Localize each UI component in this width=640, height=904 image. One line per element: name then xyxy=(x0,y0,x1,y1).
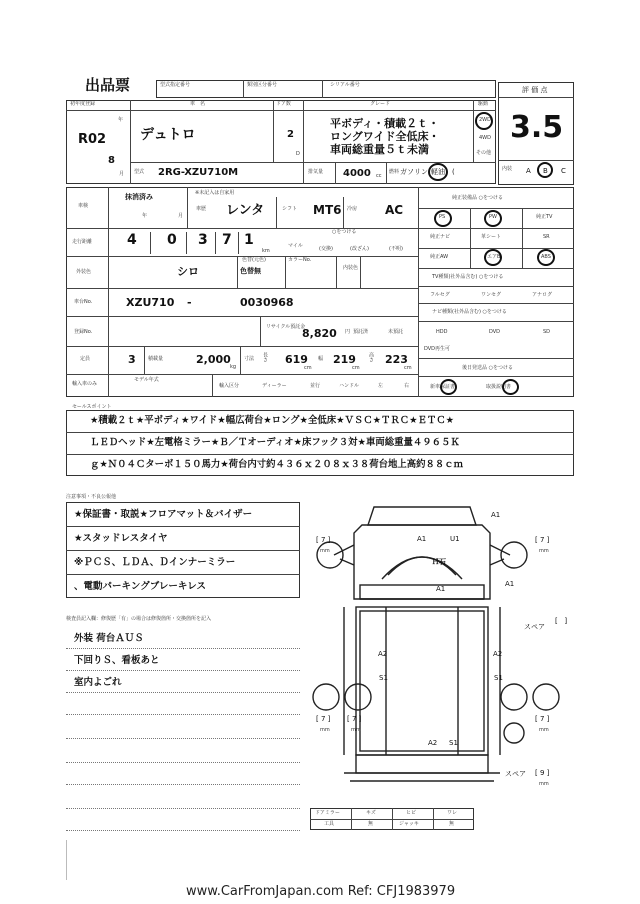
mileage-unit: km xyxy=(262,248,270,254)
interior-label: 内装 xyxy=(502,166,513,172)
month-unit: 月 xyxy=(119,171,125,177)
mark-a1-front: A1 xyxy=(436,585,446,593)
mileage-digit-4: 7 xyxy=(222,232,232,248)
tv-fullseg: フルセグ xyxy=(430,292,450,298)
shift-value: MT6 xyxy=(313,203,342,217)
spare2-unit: mm xyxy=(539,781,549,787)
shaken-year-unit: 年 xyxy=(142,213,148,219)
tire-rr-value: [ 7 ] xyxy=(535,715,550,723)
length-value: 619 xyxy=(285,353,308,366)
vehicle-use-value: レンタ xyxy=(226,203,265,218)
mileage-digit-3: 3 xyxy=(198,232,208,248)
import-parallel: 並行 xyxy=(310,383,321,389)
import-route-label: 輸入区分 xyxy=(219,383,240,389)
width-label: 幅 xyxy=(318,356,324,362)
width-unit: cm xyxy=(352,365,360,371)
first-reg-era: R02 xyxy=(78,132,107,147)
tire-rl1-unit: mm xyxy=(320,727,330,733)
mark-a2-right: A2 xyxy=(493,650,503,658)
drive-4wd: 4WD xyxy=(479,135,491,141)
navi-title: ナビ種類(社外品含む) ○をつける xyxy=(432,309,507,315)
mile-label: マイル xyxy=(288,243,303,249)
displacement-value: 4000 xyxy=(343,168,371,179)
recycle-value: 8,820 xyxy=(302,327,337,340)
first-reg-label: 初年度登録 xyxy=(70,101,96,107)
later-warranty-circle xyxy=(440,379,457,395)
seat-value: 3 xyxy=(128,353,136,366)
disp-unit: cc xyxy=(376,173,382,179)
tv-title: TV種類(社外品含む) ○をつける xyxy=(432,274,504,280)
score-label: 評 価 点 xyxy=(522,86,548,94)
int-color-label: 内装色 xyxy=(343,265,359,271)
legend-scratch: キズ xyxy=(366,810,376,816)
score-value: 3.5 xyxy=(510,110,564,145)
recycle-status-1: 預託済 xyxy=(353,329,369,335)
recycle-unit: 円 xyxy=(345,329,351,335)
equip-aw: 純正AW xyxy=(430,254,449,260)
mileage-check-hint: ○をつける xyxy=(332,229,357,235)
model-label: 型式 xyxy=(134,169,145,175)
fuel-gasoline: ガソリン xyxy=(400,168,428,176)
color-value: シロ xyxy=(177,265,199,278)
mark-a1-right: A1 xyxy=(491,511,501,519)
name-label: 車 名 xyxy=(190,101,206,107)
later-title: 後日発送品 ○をつける xyxy=(462,365,513,371)
grade-line-3: 車両総重量５ｔ未満 xyxy=(330,143,429,156)
disp-label: 排気量 xyxy=(308,169,324,175)
interior-b: B xyxy=(543,167,548,175)
legend-crack: ヒビ xyxy=(406,810,417,816)
import-label: 輸入車のみ xyxy=(72,381,98,387)
class-label: 類別区分番号 xyxy=(247,82,278,88)
doors-unit: D xyxy=(296,151,300,157)
sales-point-line-1: ★積載２ｔ★平ボディ★ワイド★幅広荷台★ロング★全低床★ＶＳＣ★ＴＲＣ★ＥＴＣ★ xyxy=(90,415,455,426)
height-value: 223 xyxy=(385,353,408,366)
year-unit: 年 xyxy=(118,117,124,123)
tire-fl-value: [ 7 ] xyxy=(316,536,331,544)
ac-value: AC xyxy=(385,203,404,217)
mile-unknown: (不明) xyxy=(389,246,403,252)
handle-label: ハンドル xyxy=(339,383,360,389)
navi-sd: SD xyxy=(543,329,551,335)
sales-point-line-3: ｇ★Ｎ０４Ｃターボ１５０馬力★荷台内寸約４３６ｘ２０８ｘ３８荷台地上高約８８ｃｍ xyxy=(90,459,464,470)
color-code-label: カラーNo. xyxy=(288,257,312,263)
load-value: 2,000 xyxy=(196,353,231,366)
tire-rl2-value: [ 7 ] xyxy=(347,715,362,723)
interior-c: C xyxy=(561,167,566,175)
mileage-digit-1: 4 xyxy=(127,232,137,248)
mile-tamper: (改ざん) xyxy=(350,246,369,252)
note-line-3: ※ＰＣＳ、ＬＤＡ、Ｄインナーミラー xyxy=(74,557,236,568)
legend-tools-value: 無 xyxy=(368,821,374,827)
drive-2wd-circle xyxy=(475,112,493,130)
equip-navi: 純正ナビ xyxy=(430,234,451,240)
later-manual-circle xyxy=(502,379,519,395)
equipment-title: 純正装備品 ○をつける xyxy=(452,195,503,201)
note-line-2: ★スタッドレスタイヤ xyxy=(74,533,168,544)
height-label: 高さ xyxy=(368,352,374,362)
equip-abs: ABS xyxy=(541,254,551,260)
grade-line-1: 平ボディ・積載２ｔ・ xyxy=(330,117,440,130)
height-unit: cm xyxy=(404,365,412,371)
equip-abs-circle xyxy=(537,249,555,266)
interior-b-circle xyxy=(537,162,553,178)
dvd-play-label: DVD再生可 xyxy=(424,346,451,352)
equip-pw: PW xyxy=(489,214,497,220)
length-label: 長さ xyxy=(262,352,268,362)
mark-s1-right: S1 xyxy=(494,674,503,682)
mileage-digit-5: 1 xyxy=(244,232,254,248)
fuel-diesel-circle xyxy=(428,163,448,181)
dims-label: 寸法 xyxy=(244,356,255,362)
ac-label: 冷房 xyxy=(347,206,358,212)
model-value: 2RG-XZU710M xyxy=(158,167,239,178)
mark-a1-top: A1 xyxy=(417,535,427,543)
chassis-dash: - xyxy=(187,296,192,309)
load-label: 積載量 xyxy=(148,356,164,362)
model-year-label: モデル年式 xyxy=(134,377,159,383)
footer-site[interactable]: www.CarFromJapan.com xyxy=(186,884,344,899)
color-orig-value: 色替無 xyxy=(240,267,261,275)
vehicle-use-label: 車歴 xyxy=(196,206,207,212)
width-value: 219 xyxy=(333,353,356,366)
mark-windshield: Ｈ石 xyxy=(432,558,446,566)
chassis-number: 0030968 xyxy=(240,296,294,309)
later-manual: 取扱説明書 xyxy=(486,384,512,390)
tire-rr-unit: mm xyxy=(539,727,549,733)
chassis-label: 車台No. xyxy=(74,299,93,305)
handle-left: 左 xyxy=(378,383,384,389)
legend-jack-value: 無 xyxy=(449,821,455,827)
notes-label: 注意事項・不良公報他 xyxy=(66,494,117,500)
drive-label: 駆動 xyxy=(478,101,489,107)
inspector-label: 検査員記入欄：修復歴「有」の場合は修復箇所・交換箇所を記入 xyxy=(66,616,212,622)
vehicle-name: デュトロ xyxy=(140,127,196,143)
equip-tv: 純正TV xyxy=(536,214,553,220)
mileage-label: 走行距離 xyxy=(72,239,93,245)
fuel-label: 燃料 xyxy=(389,169,400,175)
recycle-label: リサイクル預託金 xyxy=(266,324,306,330)
tire-fr-unit: mm xyxy=(539,548,549,554)
recycle-status-2: 未預託 xyxy=(388,329,404,335)
grade-label: グレード xyxy=(370,101,391,107)
legend-jack: ジャッキ xyxy=(399,821,419,827)
tire-rl1-value: [ 7 ] xyxy=(316,715,331,723)
drive-other: その他 xyxy=(476,150,492,156)
spare2-label: スペア xyxy=(505,770,526,778)
note-line-4: 、電動パーキングブレーキレス xyxy=(74,581,206,592)
registration-label: 登録No. xyxy=(74,329,93,335)
header-cert-box xyxy=(156,80,496,98)
note-line-1: ★保証書・取説★フロアマット＆バイザー xyxy=(74,509,253,520)
tire-fr-value: [ 7 ] xyxy=(535,536,550,544)
tv-analog: アナログ xyxy=(532,292,553,298)
drive-2wd: 2WD xyxy=(479,117,491,123)
handle-right: 右 xyxy=(404,383,410,389)
mark-a1-side: A1 xyxy=(505,580,515,588)
shift-label: シフト xyxy=(282,206,298,212)
length-unit: cm xyxy=(304,365,312,371)
equip-ps: PS xyxy=(439,214,446,220)
legend-tools: 工具 xyxy=(324,821,335,827)
tire-fl-unit: mm xyxy=(320,548,330,554)
mark-u1-top: U1 xyxy=(450,535,460,543)
equip-ps-circle xyxy=(434,210,452,227)
mileage-digit-2: 0 xyxy=(167,232,177,248)
shaken-label: 車検 xyxy=(78,203,89,209)
fuel-diesel: 軽油 xyxy=(431,168,445,176)
footer-text xyxy=(186,885,455,898)
model-cert-label: 型式指定番号 xyxy=(160,82,191,88)
load-unit: kg xyxy=(230,364,237,370)
doors-label: ドア数 xyxy=(276,101,291,107)
interior-a: A xyxy=(526,167,531,175)
equip-sr: SR xyxy=(543,234,550,240)
navi-hdd: HDD xyxy=(436,329,448,335)
navi-dvd: DVD xyxy=(489,329,501,335)
private-note: ※未記入は自家用 xyxy=(195,190,235,196)
spare1-label: スペア xyxy=(524,623,545,631)
legend-break: ワレ xyxy=(447,810,458,816)
page-title: 出品票 xyxy=(85,76,131,94)
inspector-line-2: 下回りＳ、看板あと xyxy=(74,655,160,666)
serial-label: シリアル番号 xyxy=(330,82,360,88)
sales-points-label: セールスポイント xyxy=(72,404,112,410)
fuel-paren: ( xyxy=(452,168,455,176)
mark-a2-left: A2 xyxy=(378,650,388,658)
shaken-value: 抹消済み xyxy=(125,193,153,201)
shaken-month-unit: 月 xyxy=(178,213,184,219)
equip-airbag: エアB xyxy=(487,254,501,260)
color-label: 外装色 xyxy=(76,269,92,275)
mark-a2-rear: A2 xyxy=(428,739,438,747)
sales-point-line-2: ＬＥＤヘッド★左電格ミラー★Ｂ／Ｔオーディオ★床フック３対★車両総重量４９６５Ｋ xyxy=(90,437,460,448)
inspector-line-3: 室内よごれ xyxy=(74,677,122,688)
legend-door-mirror: ドアミラー xyxy=(315,810,340,816)
import-dealer: ディーラー xyxy=(262,383,287,389)
doors-value: 2 xyxy=(287,129,294,140)
first-reg-month: 8 xyxy=(108,155,115,166)
equip-airbag-circle xyxy=(484,249,502,266)
mile-swap: (交換) xyxy=(319,246,333,252)
grade-line-2: ロングワイド全低床・ xyxy=(330,130,440,143)
tire-rl2-unit: mm xyxy=(351,727,361,733)
mark-s1-left: S1 xyxy=(379,674,388,682)
spare2-value: [ 9 ] xyxy=(535,769,550,777)
color-orig-label: 色替(元色) xyxy=(242,257,266,263)
later-warranty: 新車保証書 xyxy=(430,384,456,390)
footer-ref: Ref: CFJ1983979 xyxy=(347,884,456,899)
chassis-model: XZU710 xyxy=(126,296,175,309)
equip-pw-circle xyxy=(484,210,502,227)
mark-s1-rear: S1 xyxy=(449,739,458,747)
tv-oneseg: ワンセグ xyxy=(481,292,502,298)
inspector-line-1: 外装 荷台ＡＵＳ xyxy=(74,633,144,644)
equip-leather: 革シート xyxy=(481,234,502,240)
seat-label: 定員 xyxy=(80,356,91,362)
spare1-bracket: [ ] xyxy=(555,617,568,625)
